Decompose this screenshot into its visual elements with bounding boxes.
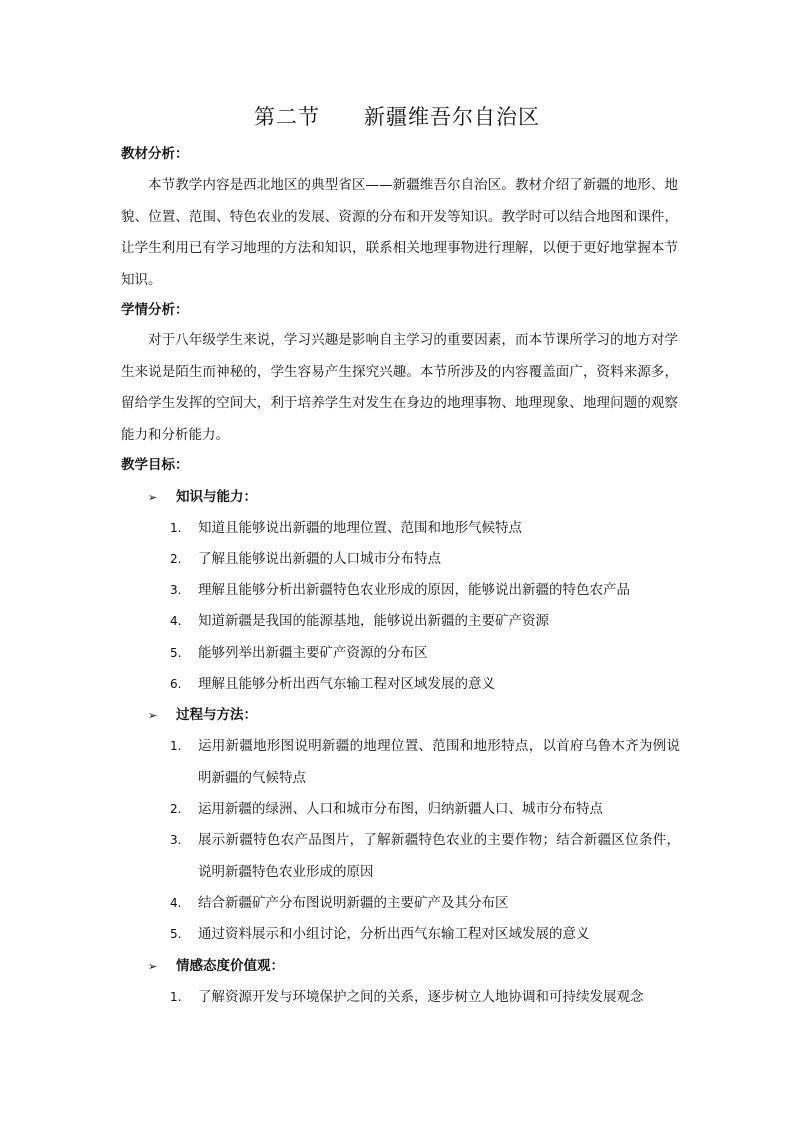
list-item: 1. 运用新疆地形图说明新疆的地理位置、范围和地形特点，以首府乌鲁木齐为例说明新疆的气候特点 [170,738,680,786]
process-heading [148,704,257,727]
objectives-heading: 教学目标： [121,457,189,473]
arrow-bullet-icon: ➢ [148,709,158,722]
list-item: 4. 知道新疆是我国的能源基地，能够说出新疆的主要矿产资源 [170,613,549,629]
list-item: 3. 展示新疆特色农产品图片，了解新疆特色农业的主要作物；结合新疆区位条件，说明新疆特色农业形成的原因 [170,832,680,880]
list-item: 2. 了解且能够说出新疆的人口城市分布特点 [170,551,441,567]
list-item: 1. 了解资源开发与环境保护之间的关系，逐步树立人地协调和可持续发展观念 [170,989,644,1005]
list-item: 5. 通过资料展示和小组讨论，分析出西气东输工程对区域发展的意义 [170,926,590,942]
list-item: 3. 理解且能够分析出新疆特色农业形成的原因，能够说出新疆的特色农产品 [170,582,630,598]
list-item: 1. 知道且能够说出新疆的地理位置、范围和地形气候特点 [170,520,522,536]
arrow-bullet-icon: ➢ [148,960,158,973]
students-heading: 学情分析： [121,302,189,318]
materials-paragraph: 本节教学内容是西北地区的典型省区——新疆维吾尔自治区。教材介绍了新疆的地形、地貌、位置、范围、特色农业的发展、资源的分布和开发等知识。教学时可以结合地图和课件，让学生利用已有学习地理的方法和知识，联系相关地理事物进行理解，以便于更好地掌握本节知识。 [121,177,678,288]
title-region-name: 新疆维吾尔自治区 [364,105,540,129]
students-paragraph: 对于八年级学生来说，学习兴趣是影响自主学习的重要因素，而本节课所学习的地方对学生来说是陌生而神秘的，学生容易产生探究兴趣。本节所涉及的内容覆盖面广，资料来源多，留给学生发挥的空间大，利于培养学生对发生在身边的地理事物、地理现象、地理问题的观察能力和分析能力。 [121,332,678,443]
emotion-heading [148,955,284,978]
arrow-bullet-icon: ➢ [148,491,158,504]
knowledge-heading-label: 知识与能力： [176,489,257,505]
emotion-heading-label: 情感态度价值观： [176,958,284,974]
page-title [0,100,794,134]
materials-heading: 教材分析： [121,146,189,162]
title-section-number: 第二节 [254,105,320,129]
knowledge-heading [148,486,257,509]
process-heading-label: 过程与方法： [176,707,257,723]
list-item: 6. 理解且能够分析出西气东输工程对区域发展的意义 [170,676,495,692]
list-item: 2. 运用新疆的绿洲、人口和城市分布图，归纳新疆人口、城市分布特点 [170,801,603,817]
list-item: 4. 结合新疆矿产分布图说明新疆的主要矿产及其分布区 [170,895,509,911]
list-item: 5. 能够列举出新疆主要矿产资源的分布区 [170,645,428,661]
